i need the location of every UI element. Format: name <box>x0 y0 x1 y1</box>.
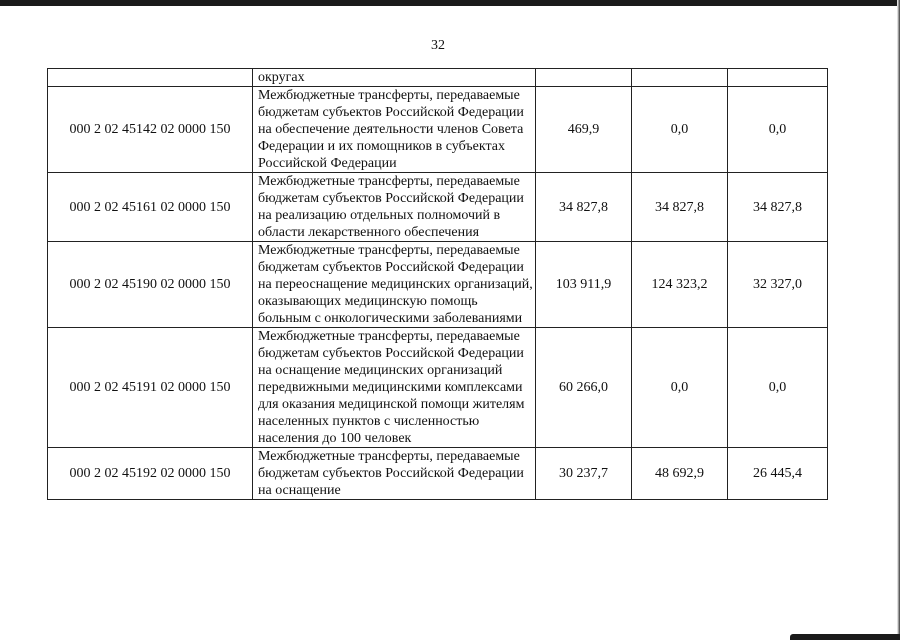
table-row <box>48 448 828 500</box>
value-cell-1: 469,9 <box>536 87 632 173</box>
budget-table <box>47 68 828 500</box>
value-cell-1: 103 911,9 <box>536 242 632 328</box>
table-row <box>48 87 828 173</box>
value-cell-1 <box>536 69 632 87</box>
value-cell-2: 0,0 <box>632 87 728 173</box>
code-cell: 000 2 02 45192 02 0000 150 <box>48 448 253 500</box>
name-cell: Межбюджетные трансферты, передаваемые бюджетам субъектов Российской Федерации на обеспечение деятельности членов Совета Федерации и их помощников в субъектах Российской Федерации <box>253 87 536 173</box>
code-cell: 000 2 02 45161 02 0000 150 <box>48 173 253 242</box>
code-cell: 000 2 02 45191 02 0000 150 <box>48 328 253 448</box>
name-cell: Межбюджетные трансферты, передаваемые бюджетам субъектов Российской Федерации на переоснащение медицинских организаций, оказывающих медицинскую помощь больным с онкологическими заболеваниями <box>253 242 536 328</box>
value-cell-3: 34 827,8 <box>728 173 828 242</box>
value-cell-3: 0,0 <box>728 87 828 173</box>
scan-border-top <box>0 0 900 6</box>
value-cell-3: 32 327,0 <box>728 242 828 328</box>
name-cell: Межбюджетные трансферты, передаваемые бюджетам субъектов Российской Федерации на реализацию отдельных полномочий в области лекарственного обеспечения <box>253 173 536 242</box>
scan-border-bottom <box>790 634 900 640</box>
value-cell-2: 48 692,9 <box>632 448 728 500</box>
table-row <box>48 242 828 328</box>
name-cell: округах <box>253 69 536 87</box>
value-cell-3 <box>728 69 828 87</box>
code-cell: 000 2 02 45142 02 0000 150 <box>48 87 253 173</box>
code-cell: 000 2 02 45190 02 0000 150 <box>48 242 253 328</box>
page-number: 32 <box>431 38 445 53</box>
value-cell-3: 26 445,4 <box>728 448 828 500</box>
value-cell-1: 34 827,8 <box>536 173 632 242</box>
table-row-continuation <box>48 69 828 87</box>
value-cell-3: 0,0 <box>728 328 828 448</box>
value-cell-2: 124 323,2 <box>632 242 728 328</box>
value-cell-2: 34 827,8 <box>632 173 728 242</box>
value-cell-2 <box>632 69 728 87</box>
value-cell-1: 30 237,7 <box>536 448 632 500</box>
table-row <box>48 328 828 448</box>
code-cell <box>48 69 253 87</box>
value-cell-2: 0,0 <box>632 328 728 448</box>
name-cell: Межбюджетные трансферты, передаваемые бюджетам субъектов Российской Федерации на оснащение <box>253 448 536 500</box>
table-row <box>48 173 828 242</box>
name-cell: Межбюджетные трансферты, передаваемые бюджетам субъектов Российской Федерации на оснащение медицинских организаций передвижными медицинскими комплексами для оказания медицинской помощи жителям населенных пунктов с численностью населения до 100 человек <box>253 328 536 448</box>
value-cell-1: 60 266,0 <box>536 328 632 448</box>
